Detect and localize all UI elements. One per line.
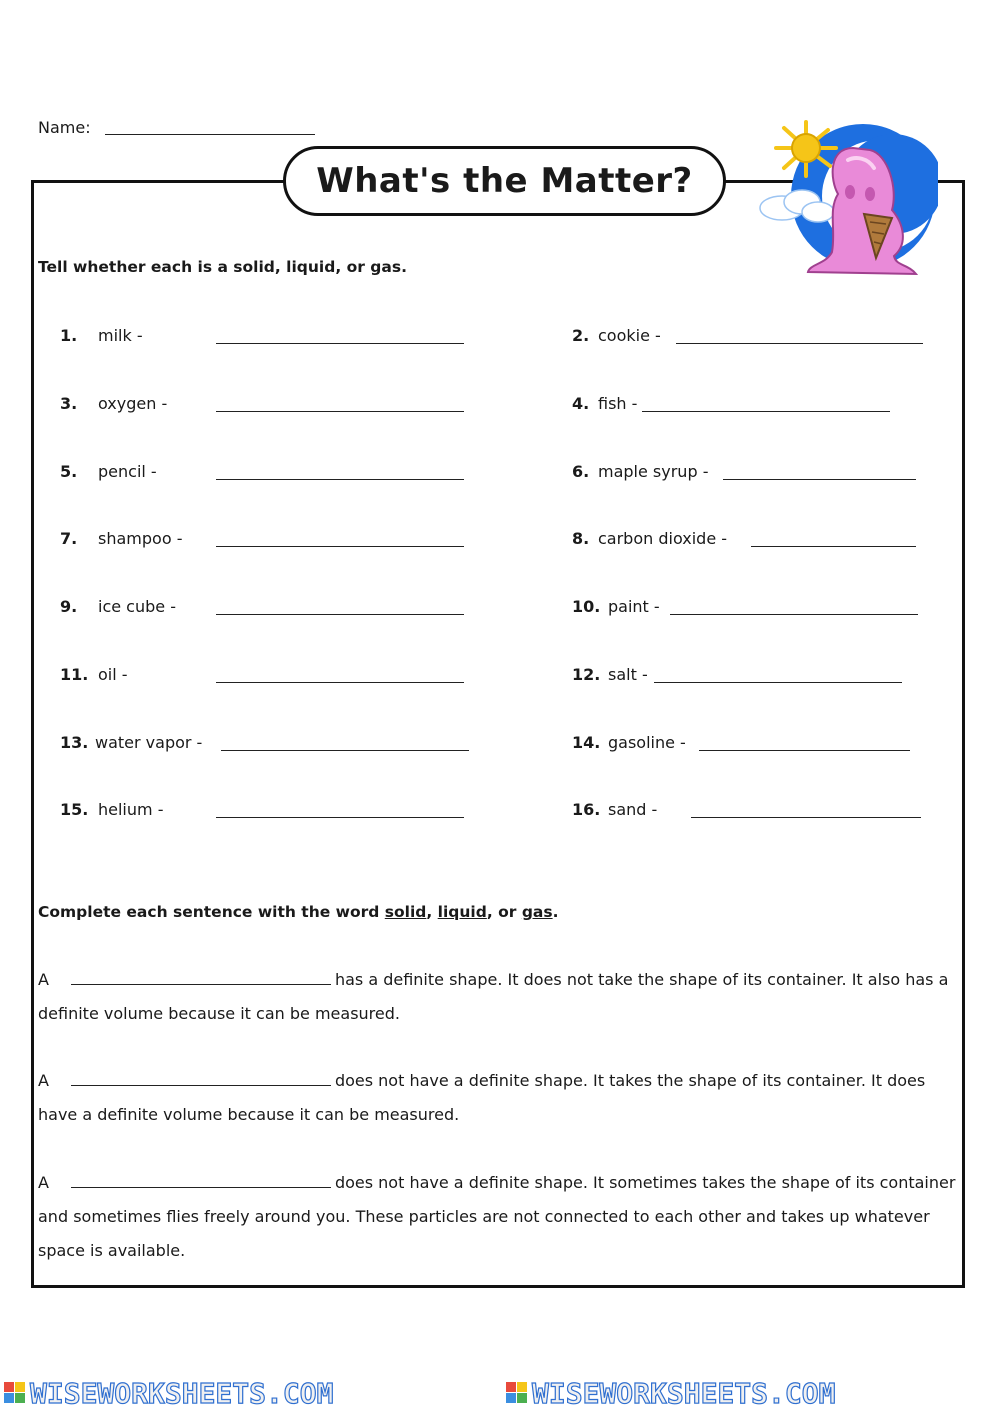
sentence-2: A does not have a definite shape. It takes the shape of its container. It does have a definite volume because it can be measured. [38, 1071, 926, 1124]
answer-blank-1[interactable] [216, 343, 464, 344]
sentence-blank-2[interactable] [71, 1070, 331, 1086]
question-2: 2. cookie - [572, 326, 661, 345]
question-12: 12. salt - [572, 665, 648, 684]
answer-blank-9[interactable] [216, 614, 464, 615]
answer-blank-2[interactable] [676, 343, 923, 344]
answer-blank-8[interactable] [751, 546, 916, 547]
footer-text-1: WISEWORKSHEETS.COM [30, 1377, 334, 1410]
sentence-3: A does not have a definite shape. It sometimes takes the shape of its container and sometimes flies freely around you. These particles are not connected to each other and takes up whatever space is available. [38, 1173, 956, 1260]
answer-blank-13[interactable] [221, 750, 469, 751]
question-4: 4. fish - [572, 394, 638, 413]
question-8: 8. carbon dioxide - [572, 529, 728, 548]
answer-blank-12[interactable] [654, 682, 902, 683]
question-10: 10. paint - [572, 597, 660, 616]
question-13: 13. water vapor - [60, 733, 203, 752]
question-15: 15. helium - [60, 800, 164, 819]
name-label: Name: [38, 118, 91, 137]
question-9: 9. ice cube - [60, 597, 176, 616]
question-1: 1. milk - [60, 326, 143, 345]
footer-text-2: WISEWORKSHEETS.COM [532, 1377, 836, 1410]
answer-blank-3[interactable] [216, 411, 464, 412]
melting-ice-cream-illustration [758, 118, 938, 280]
question-11: 11. oil - [60, 665, 128, 684]
answer-blank-16[interactable] [691, 817, 921, 818]
question-16: 16. sand - [572, 800, 658, 819]
answer-blank-6[interactable] [723, 479, 916, 480]
logo-icon [4, 1382, 25, 1403]
answer-blank-11[interactable] [216, 682, 464, 683]
question-14: 14. gasoline - [572, 733, 686, 752]
question-5: 5. pencil - [60, 462, 157, 481]
answer-blank-10[interactable] [670, 614, 918, 615]
answer-blank-7[interactable] [216, 546, 464, 547]
answer-blank-5[interactable] [216, 479, 464, 480]
sentence-1: A has a definite shape. It does not take the shape of its container. It also has a definite volume because it can be measured. [38, 970, 949, 1023]
instructions-solid-liquid-gas: Tell whether each is a solid, liquid, or gas. [38, 258, 407, 276]
question-3: 3. oxygen - [60, 394, 168, 413]
answer-blank-4[interactable] [642, 411, 890, 412]
footer-watermark [0, 1376, 1000, 1410]
answer-blank-15[interactable] [216, 817, 464, 818]
answer-blank-14[interactable] [699, 750, 910, 751]
sentence-blank-3[interactable] [71, 1172, 331, 1188]
question-6: 6. maple syrup - [572, 462, 709, 481]
instructions-complete-sentence: Complete each sentence with the word solid, liquid, or gas. [38, 903, 559, 921]
logo-icon-2 [506, 1382, 527, 1403]
question-7: 7. shampoo - [60, 529, 183, 548]
name-field[interactable] [105, 134, 315, 135]
sentence-blank-1[interactable] [71, 969, 331, 985]
page-title: What's the Matter? [283, 146, 726, 216]
